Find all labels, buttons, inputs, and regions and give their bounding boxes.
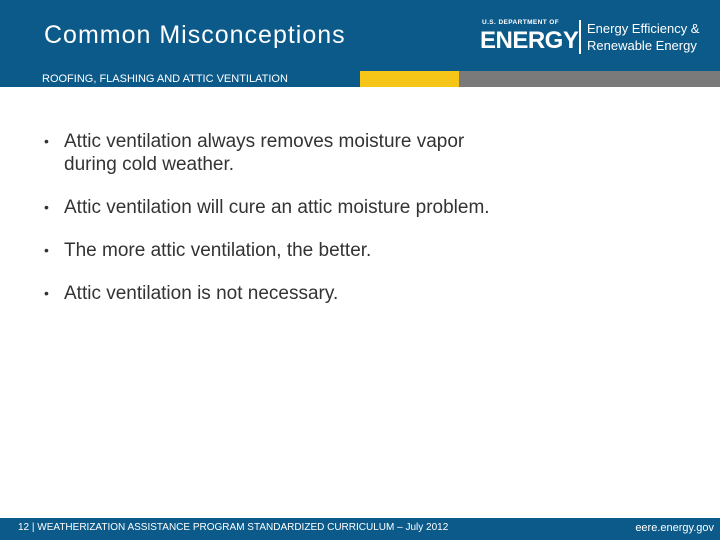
section-bar-yellow: [360, 71, 459, 87]
bullet-item: [44, 130, 494, 176]
bullet-dot: •: [44, 242, 49, 258]
bullet-item: [44, 282, 644, 305]
header-bar: [0, 0, 720, 71]
bullet-dot: •: [44, 199, 49, 215]
bullet-text: Attic ventilation is not necessary.: [64, 283, 339, 304]
section-bar-gray: [459, 71, 720, 87]
bullet-list: [44, 130, 644, 325]
bullet-text: Attic ventilation always removes moisture vapor during cold weather.: [64, 131, 465, 175]
logo-eere-line1: Energy Efficiency &: [587, 21, 700, 36]
bullet-dot: •: [44, 285, 49, 301]
bullet-dot: •: [44, 133, 49, 149]
footer-website-link[interactable]: eere.energy.gov: [635, 522, 714, 534]
logo-energy-wordmark: ENERGY: [480, 27, 579, 54]
logo-divider: [579, 20, 581, 54]
bullet-item: [44, 239, 644, 262]
doe-eere-logo: [480, 18, 710, 58]
slide-title: Common Misconceptions: [44, 21, 346, 49]
logo-eere-line2: Renewable Energy: [587, 38, 697, 53]
logo-doe-small-text: U.S. DEPARTMENT OF: [482, 19, 560, 26]
bullet-text: Attic ventilation will cure an attic moisture problem.: [64, 197, 490, 218]
bullet-text: The more attic ventilation, the better.: [64, 240, 372, 261]
bullet-item: [44, 196, 644, 219]
footer-slide-info: 12 | WEATHERIZATION ASSISTANCE PROGRAM STANDARDIZED CURRICULUM – July 2012: [18, 522, 449, 533]
section-label: ROOFING, FLASHING AND ATTIC VENTILATION: [42, 73, 288, 85]
